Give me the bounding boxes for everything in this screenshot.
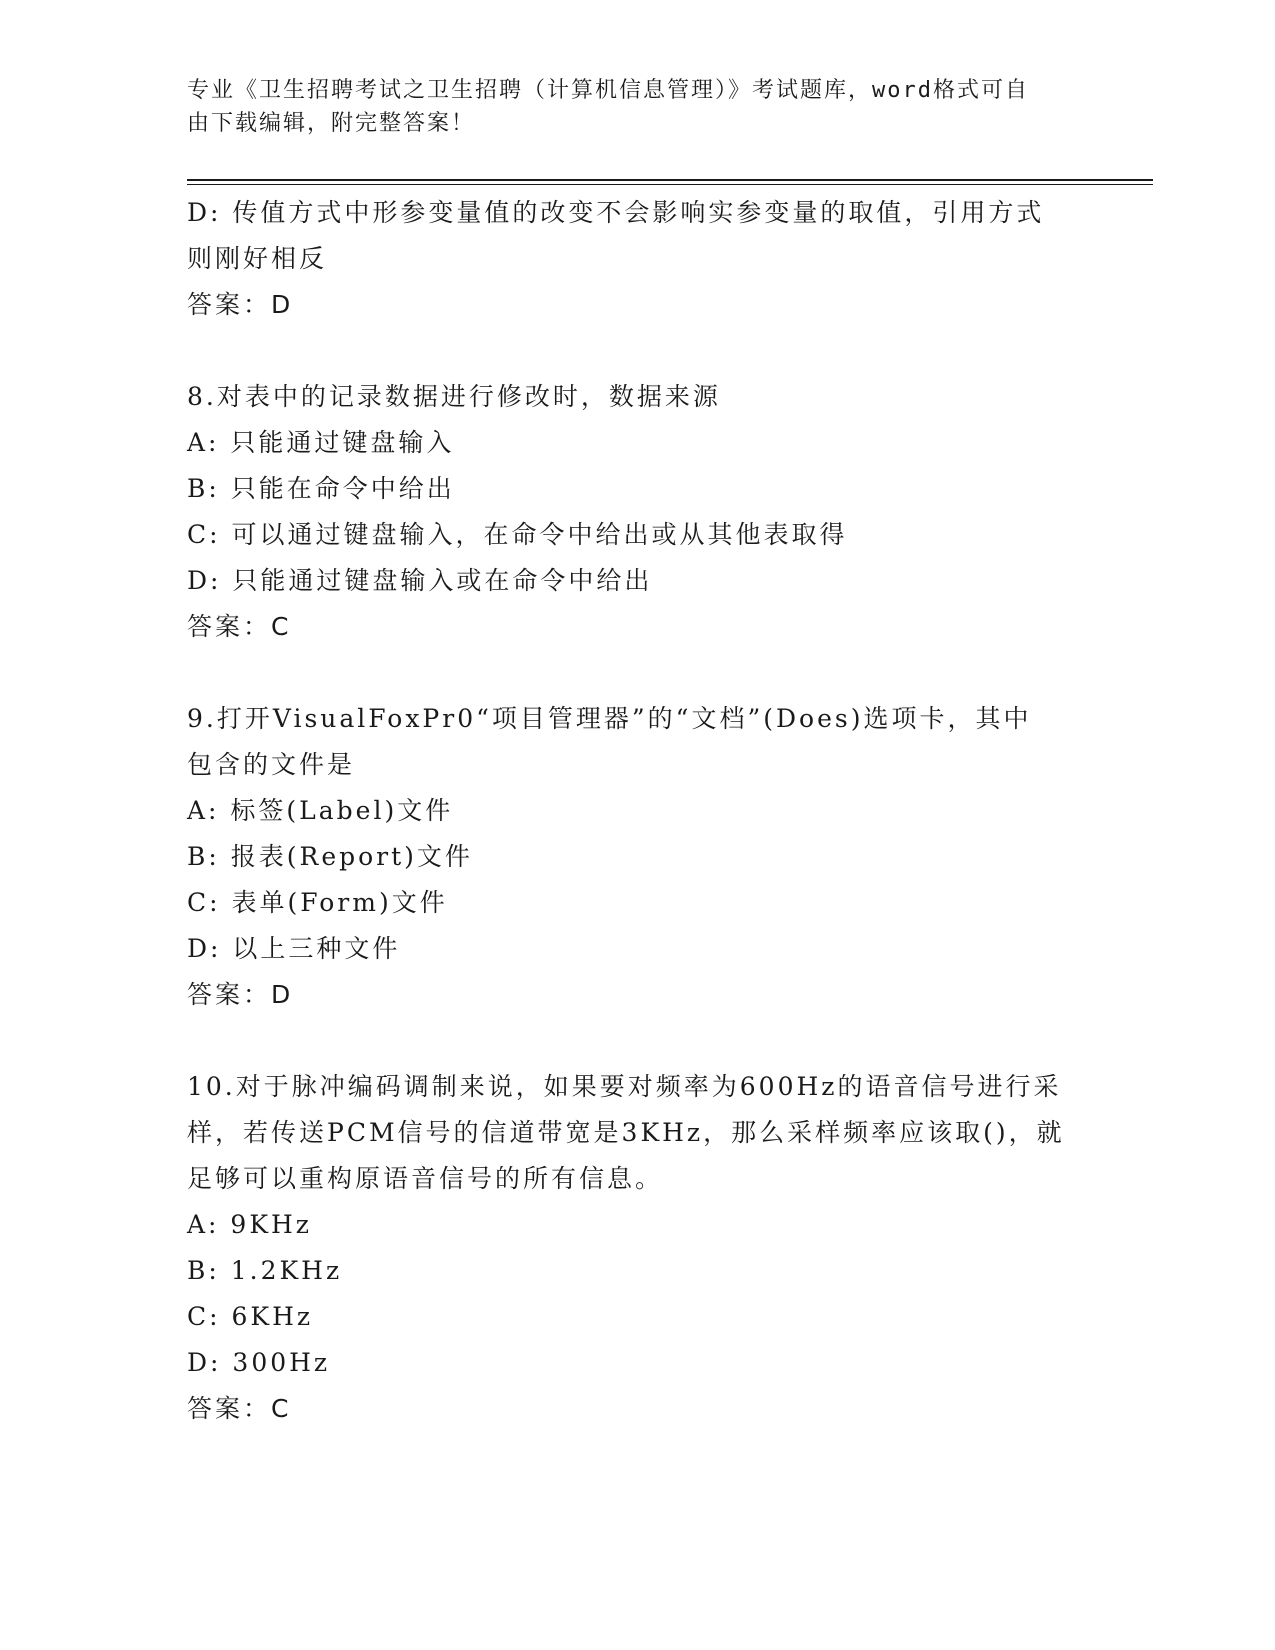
option-d: D: 只能通过键盘输入或在命令中给出 (187, 566, 653, 595)
question-stem: 10.对于脉冲编码调制来说，如果要对频率为600Hz的语音信号进行采 (187, 1072, 1062, 1101)
option-d: D: 300Hz (187, 1348, 331, 1377)
option-a: A: 标签(Label)文件 (187, 796, 454, 825)
question-stem-continued: 包含的文件是 (187, 750, 356, 779)
spacer (187, 1018, 1087, 1064)
option-d: D: 传值方式中形参变量值的改变不会影响实参变量的取值，引用方式 (187, 198, 1045, 227)
previous-question-fragment (187, 190, 1087, 328)
question-stem: 9.打开VisualFoxPr0“项目管理器”的“文档”(Does)选项卡，其中 (187, 704, 1032, 733)
option-d-continued: 则刚好相反 (187, 244, 328, 273)
question-stem-continued: 足够可以重构原语音信号的所有信息。 (187, 1164, 664, 1193)
option-b: B: 1.2KHz (187, 1256, 343, 1285)
option-a: A: 只能通过键盘输入 (187, 428, 455, 457)
header-divider-thin (187, 184, 1153, 185)
question-8 (187, 374, 1087, 650)
answer-line: 答案：C (187, 1394, 292, 1423)
answer-line: 答案：D (187, 980, 294, 1009)
document-header (187, 74, 1077, 140)
option-c: C: 表单(Form)文件 (187, 888, 448, 917)
header-line-1: 专业《卫生招聘考试之卫生招聘（计算机信息管理）》考试题库，word格式可自 (187, 78, 1029, 103)
option-b: B: 只能在命令中给出 (187, 474, 455, 503)
question-content (187, 190, 1087, 1432)
question-9 (187, 696, 1087, 1018)
question-stem: 8.对表中的记录数据进行修改时，数据来源 (187, 382, 721, 411)
question-10 (187, 1064, 1087, 1432)
header-line-2: 由下载编辑，附完整答案！ (187, 111, 476, 136)
spacer (187, 328, 1087, 374)
option-b: B: 报表(Report)文件 (187, 842, 473, 871)
option-c: C: 6KHz (187, 1302, 314, 1331)
spacer (187, 650, 1087, 696)
answer-line: 答案：C (187, 612, 292, 641)
question-stem-continued: 样，若传送PCM信号的信道带宽是3KHz，那么采样频率应该取()，就 (187, 1118, 1065, 1147)
answer-line: 答案：D (187, 290, 294, 319)
option-c: C: 可以通过键盘输入，在命令中给出或从其他表取得 (187, 520, 848, 549)
header-divider-thick (187, 179, 1153, 181)
option-d: D: 以上三种文件 (187, 934, 401, 963)
option-a: A: 9KHz (187, 1210, 312, 1239)
